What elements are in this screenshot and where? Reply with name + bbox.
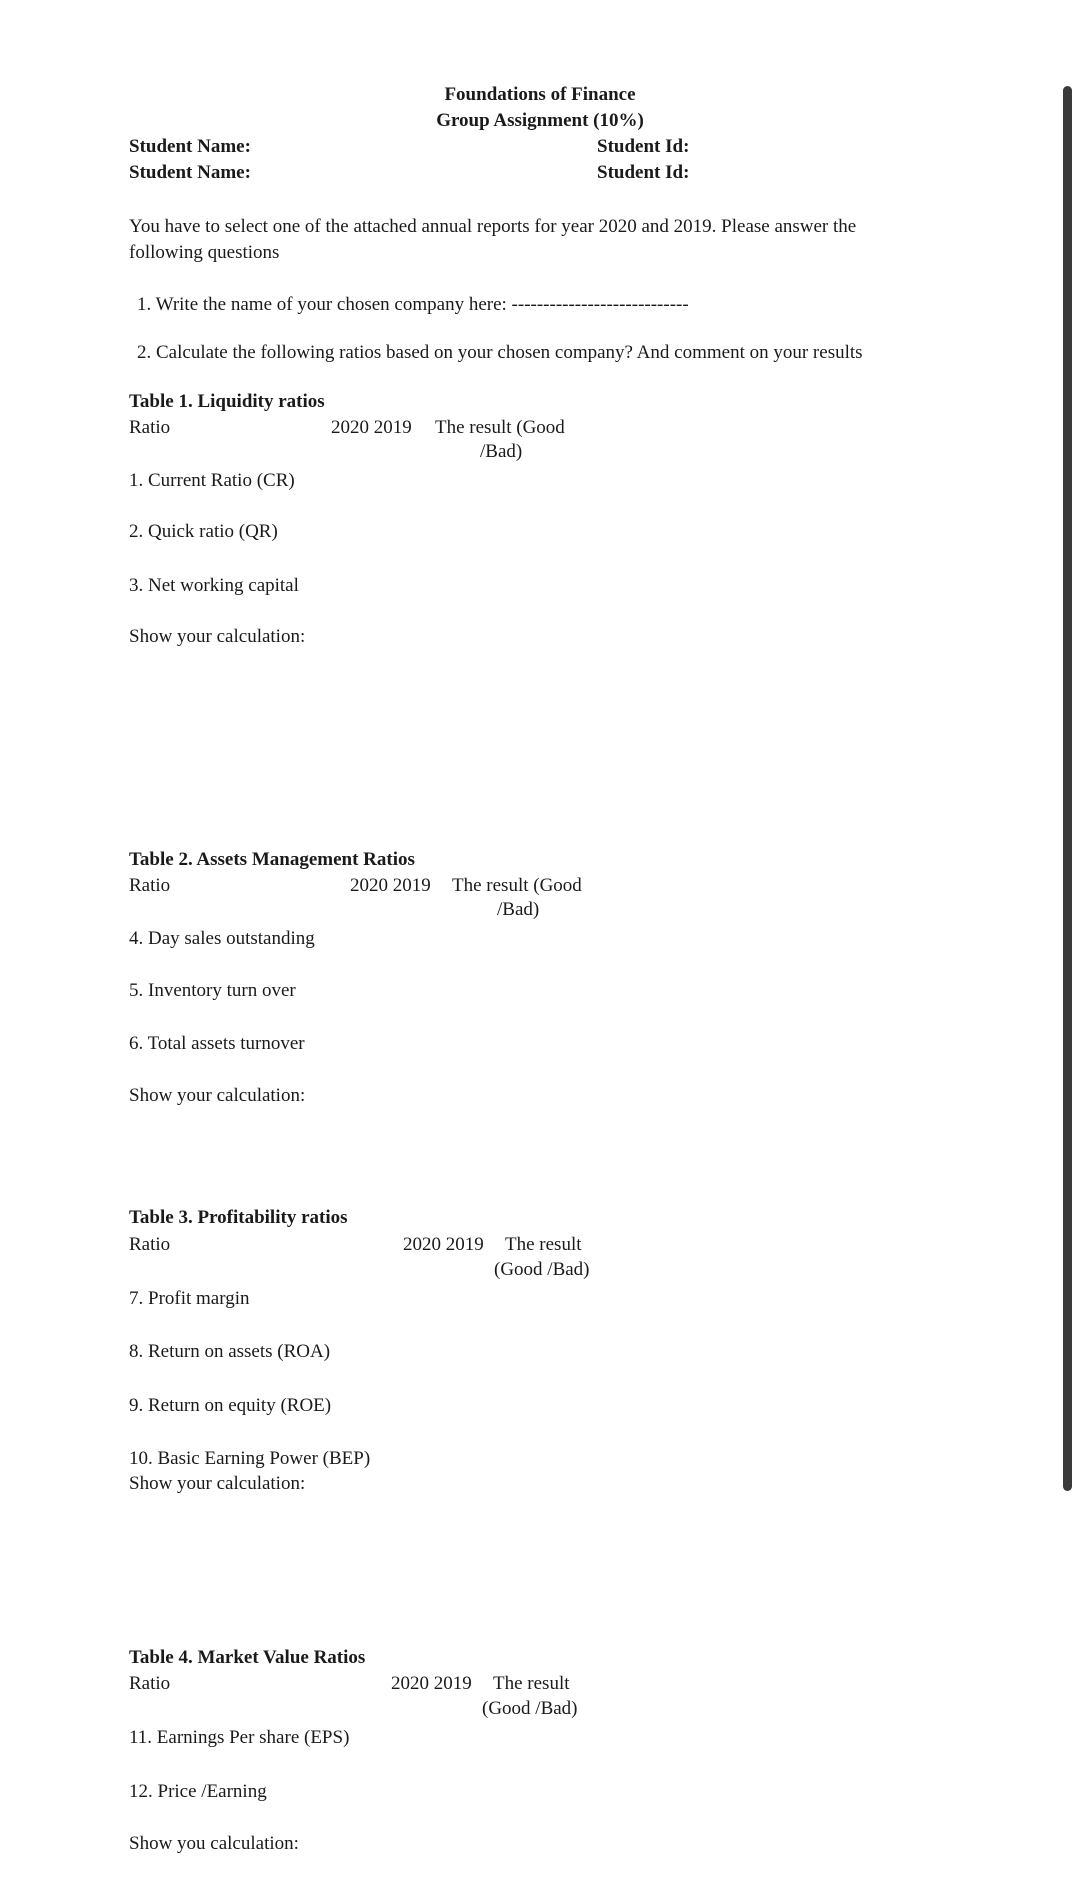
- table1-row: 3. Net working capital: [129, 575, 299, 596]
- table1-row: 2. Quick ratio (QR): [129, 521, 278, 542]
- table2-row: 5. Inventory turn over: [129, 980, 296, 1001]
- table4-col-result: The result: [493, 1673, 570, 1694]
- table3-row: 7. Profit margin: [129, 1288, 250, 1309]
- table3-row: 10. Basic Earning Power (BEP): [129, 1448, 371, 1469]
- table2-row: 4. Day sales outstanding: [129, 928, 315, 949]
- table2-col-result: The result (Good: [452, 875, 582, 896]
- table3-col-ratio: Ratio: [129, 1234, 171, 1255]
- table1-calc-label: Show your calculation:: [129, 626, 306, 647]
- intro-line-1: You have to select one of the attached annual reports for year 2020 and 2019. Please answer the: [129, 216, 857, 237]
- table4-title: Table 4. Market Value Ratios: [129, 1647, 366, 1668]
- table3-col-result: The result: [505, 1234, 582, 1255]
- table3-row: 8. Return on assets (ROA): [129, 1341, 331, 1362]
- table1-col-result: The result (Good: [435, 417, 565, 438]
- table4-row: 11. Earnings Per share (EPS): [129, 1727, 350, 1748]
- table4-calc-label: Show you calculation:: [129, 1833, 299, 1854]
- student-name-label-1: Student Name:: [129, 136, 251, 157]
- table3-title: Table 3. Profitability ratios: [129, 1207, 348, 1228]
- table3-calc-label: Show your calculation:: [129, 1473, 306, 1494]
- vertical-scrollbar[interactable]: [1063, 86, 1072, 1491]
- table4-row: 12. Price /Earning: [129, 1781, 267, 1802]
- table3-row: 9. Return on equity (ROE): [129, 1395, 332, 1416]
- table2-col-years: 2020 2019: [350, 875, 431, 896]
- table3-col-result-cont: (Good /Bad): [494, 1259, 590, 1280]
- table3-col-years: 2020 2019: [403, 1234, 484, 1255]
- table4-col-years: 2020 2019: [391, 1673, 472, 1694]
- table1-row: 1. Current Ratio (CR): [129, 470, 295, 491]
- table2-row: 6. Total assets turnover: [129, 1033, 305, 1054]
- table2-col-result-cont: /Bad): [497, 899, 540, 920]
- table1-col-result-cont: /Bad): [480, 441, 523, 462]
- intro-line-2: following questions: [129, 242, 280, 263]
- question-1: 1. Write the name of your chosen company here: ----------------------------: [137, 294, 689, 315]
- table2-title: Table 2. Assets Management Ratios: [129, 849, 415, 870]
- table1-title: Table 1. Liquidity ratios: [129, 391, 325, 412]
- table1-col-years: 2020 2019: [331, 417, 412, 438]
- table2-calc-label: Show your calculation:: [129, 1085, 306, 1106]
- table2-col-ratio: Ratio: [129, 875, 171, 896]
- table4-col-ratio: Ratio: [129, 1673, 171, 1694]
- table4-col-result-cont: (Good /Bad): [482, 1698, 578, 1719]
- student-id-label-2: Student Id:: [597, 162, 690, 183]
- question-2: 2. Calculate the following ratios based on your chosen company? And comment on your results: [137, 342, 863, 363]
- table1-col-ratio: Ratio: [129, 417, 171, 438]
- student-name-label-2: Student Name:: [129, 162, 251, 183]
- document-subtitle: Group Assignment (10%): [436, 110, 644, 131]
- document-title: Foundations of Finance: [444, 84, 636, 105]
- student-id-label-1: Student Id:: [597, 136, 690, 157]
